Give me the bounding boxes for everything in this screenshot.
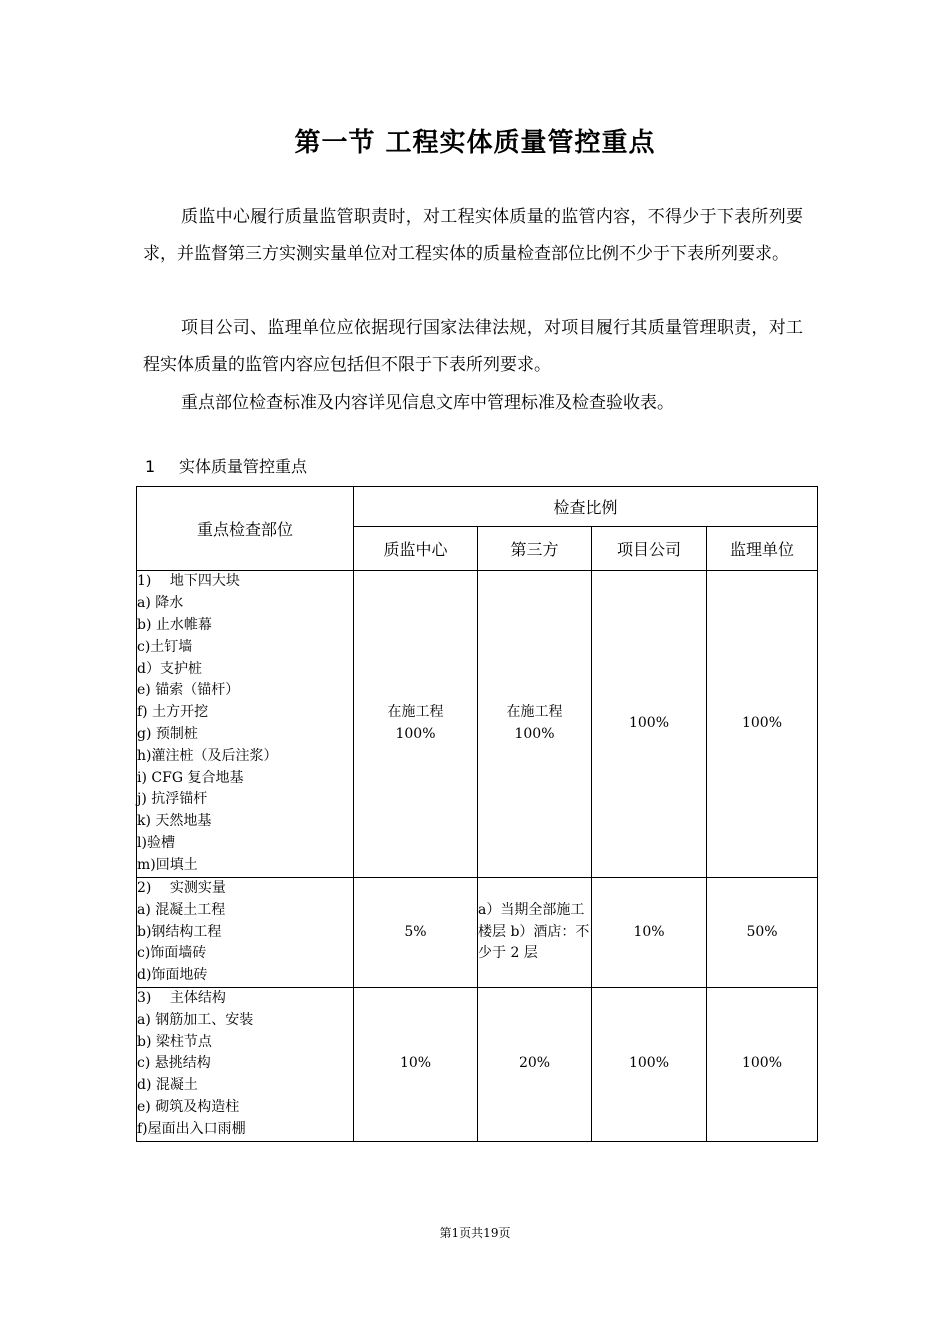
list-item: b) 梁柱节点	[137, 1033, 212, 1050]
intro-paragraph-1: 质监中心履行质量监管职责时，对工程实体质量的监管内容，不得少于下表所列要求，并监督第三方实测实量单位对工程实体的质量检查部位比例不少于下表所列要求。	[143, 207, 803, 264]
inspection-table	[136, 486, 818, 1142]
project-company-value: 100%	[592, 571, 707, 878]
list-item: h)灌注桩（及后注浆）	[137, 747, 278, 764]
list-item: i) CFG 复合地基	[137, 769, 244, 786]
third-party-value	[478, 987, 592, 1141]
list-item: d)饰面地砖	[137, 967, 208, 984]
list-item: b)钢结构工程	[137, 923, 222, 940]
list-item: 1) 地下四大块	[137, 573, 240, 590]
third-party-value	[478, 878, 592, 988]
table-row	[137, 571, 818, 878]
list-item: c)饰面墙砖	[137, 945, 207, 962]
value-line: 在施工程	[506, 704, 563, 721]
row-items-cell	[137, 878, 354, 988]
value-line: 100%	[514, 726, 555, 742]
value-line: 20%	[518, 1055, 551, 1072]
section-number: 1	[145, 457, 156, 476]
list-item: a) 降水	[137, 595, 184, 612]
list-item: g) 预制桩	[137, 726, 198, 742]
list-item: f)屋面出入口雨棚	[137, 1120, 246, 1137]
list-item: 3) 主体结构	[137, 989, 226, 1006]
quality-center-value	[354, 878, 478, 988]
header-project-company: 项目公司	[592, 527, 707, 571]
list-item: c)土钉墙	[137, 638, 193, 655]
list-item: e) 锚索（锚杆）	[137, 682, 240, 699]
list-item: l)验槽	[137, 834, 175, 851]
value-line: 5%	[404, 923, 427, 940]
header-inspection-ratio: 检查比例	[354, 487, 818, 527]
page-footer: 第1页共19页	[439, 1226, 511, 1240]
list-item: f) 土方开挖	[137, 704, 209, 721]
section-title: 实体质量管控重点	[179, 457, 308, 476]
list-item: m)回填土	[137, 856, 198, 873]
supervision-unit-value: 100%	[707, 987, 818, 1141]
header-inspection-part: 重点检查部位	[137, 487, 354, 571]
project-company-value: 100%	[592, 987, 707, 1141]
list-item: d）支护桩	[137, 660, 202, 677]
value-line: b）酒店：不少于 2 层	[478, 923, 590, 962]
list-item: 2) 实测实量	[137, 880, 226, 896]
list-item: j) 抗浮锚杆	[137, 791, 208, 808]
list-item: c) 悬挑结构	[137, 1055, 211, 1072]
intro-paragraph-2: 项目公司、监理单位应依据现行国家法律法规，对项目履行其质量管理职责，对工程实体质量的监管内容应包括但不限于下表所列要求。	[143, 318, 803, 375]
header-third-party: 第三方	[478, 527, 592, 571]
list-item: d) 混凝土	[137, 1077, 198, 1094]
value-line: 在施工程	[387, 704, 444, 721]
project-company-value: 10%	[592, 878, 707, 988]
intro-paragraph-3: 重点部位检查标准及内容详见信息文库中管理标准及检查验收表。	[181, 393, 674, 413]
third-party-value	[478, 571, 592, 878]
value-line: 10%	[399, 1055, 432, 1072]
row-items-cell	[137, 571, 354, 878]
supervision-unit-value: 100%	[707, 571, 818, 878]
value-line: 100%	[395, 726, 436, 742]
row-items-cell	[137, 987, 354, 1141]
quality-center-value	[354, 571, 478, 878]
list-item: k) 天然地基	[137, 813, 212, 830]
section-heading	[145, 454, 307, 477]
list-item: e) 砌筑及构造柱	[137, 1098, 240, 1115]
list-item: a) 钢筋加工、安装	[137, 1011, 254, 1028]
table-row	[137, 987, 818, 1141]
table-row	[137, 878, 818, 988]
header-supervision-unit: 监理单位	[707, 527, 818, 571]
quality-center-value	[354, 987, 478, 1141]
value-line: a）当期全部施工楼层	[478, 901, 585, 940]
supervision-unit-value: 50%	[707, 878, 818, 988]
list-item: b) 止水帷幕	[137, 617, 212, 634]
list-item: a) 混凝土工程	[137, 901, 226, 918]
page-title: 第一节 工程实体质量管控重点	[294, 128, 656, 158]
header-quality-center: 质监中心	[354, 527, 478, 571]
